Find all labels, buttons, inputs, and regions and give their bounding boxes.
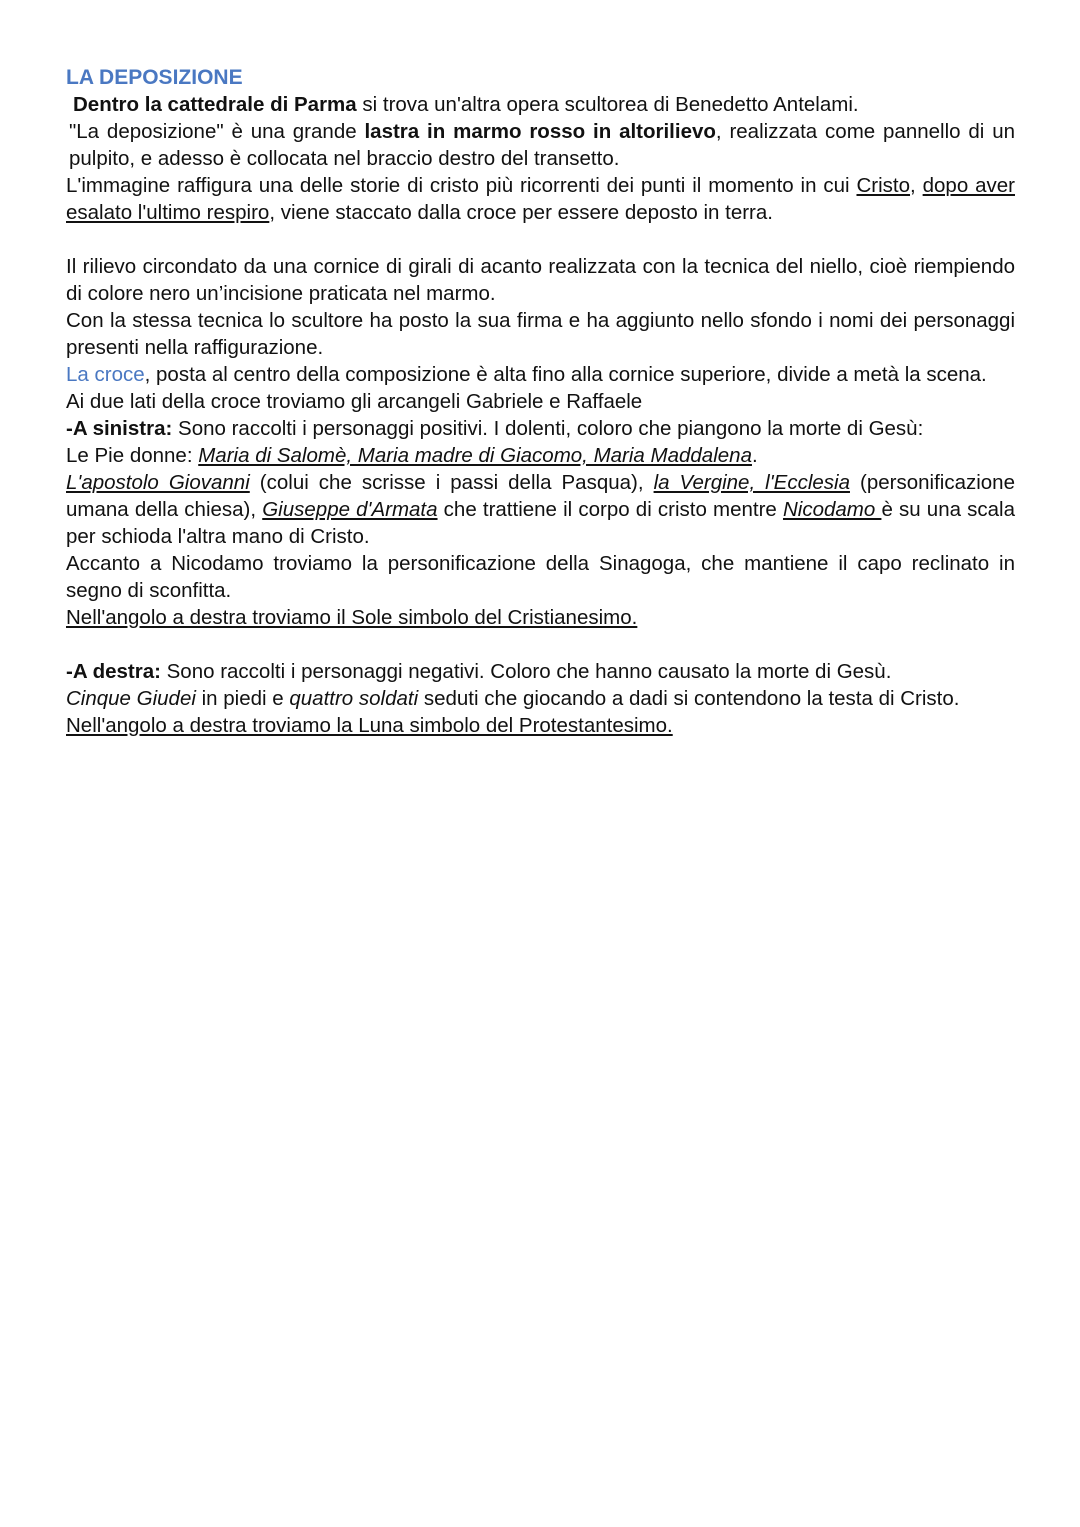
paragraph-moon: Nell'angolo a destra troviamo la Luna simbolo del Protestantesimo. [66,714,673,737]
paragraph-pious-women: Le Pie donne: Maria di Salomè, Maria madre di Giacomo, Maria Maddalena. [66,444,758,467]
paragraph-soldiers: Cinque Giudei in piedi e quattro soldati seduti che giocando a dadi si contendono la testa di Cristo. [66,687,960,710]
italic-underlined-phrase: Giuseppe d'Armata [262,498,438,521]
paragraph-sun: Nell'angolo a destra troviamo il Sole simbolo del Cristianesimo. [66,606,638,629]
underlined-phrase: dopo aver esalato l'ultimo respiro [66,174,1015,224]
paragraph-figures: L'apostolo Giovanni (colui che scrisse i passi della Pasqua), la Vergine, l'Ecclesia (personificazione umana della chiesa), Giuseppe d'Armata che trattiene il corpo di cristo mentre Nicodamo è su una scala per schioda l'altra mano di Cristo. [66,471,1015,548]
italic-underlined-phrase: Maria di Salomè, Maria madre di Giacomo, Maria Maddalena [198,444,752,467]
paragraph-archangels: Ai due lati della croce troviamo gli arcangeli Gabriele e Raffaele [66,390,643,413]
underlined-phrase: Cristo [856,174,911,197]
paragraph-subject: L'immagine raffigura una delle storie di cristo più ricorrenti dei punti il momento in cui Cristo, dopo aver esalato l'ultimo respiro, viene staccato dalla croce per essere deposto in terra. [66,174,1015,224]
bold-phrase: Dentro la cattedrale di Parma [73,93,357,116]
italic-underlined-phrase: L'apostolo Giovanni [66,471,250,494]
bold-phrase: -A sinistra: [66,417,173,440]
bold-phrase: -A destra: [66,660,161,683]
paragraph-cross: La croce, posta al centro della composizione è alta fino alla cornice superiore, divide a metà la scena. [66,363,987,386]
highlighted-phrase: La croce [66,363,145,386]
paragraph-left-side: -A sinistra: Sono raccolti i personaggi positivi. I dolenti, coloro che piangono la morte di Gesù: [66,417,924,440]
italic-phrase: Cinque Giudei [66,687,196,710]
italic-underlined-phrase: la Vergine, l'Ecclesia [653,471,850,494]
document-title: LA DEPOSIZIONE [66,66,243,89]
bold-phrase: lastra in marmo rosso in altorilievo [364,120,716,143]
italic-underlined-phrase: Nicodamo [782,498,882,521]
paragraph-right-side: -A destra: Sono raccolti i personaggi negativi. Coloro che hanno causato la morte di Gesù. [66,660,892,683]
spacer [66,631,1015,658]
paragraph-signature: Con la stessa tecnica lo scultore ha posto la sua firma e ha aggiunto nello sfondo i nomi dei personaggi presenti nella raffigurazione. [66,309,1015,359]
paragraph-synagogue: Accanto a Nicodamo troviamo la personificazione della Sinagoga, che mantiene il capo reclinato in segno di sconfitta. [66,552,1015,602]
spacer [66,226,1015,253]
document-page [66,64,1015,739]
italic-phrase: quattro soldati [289,687,419,710]
paragraph-intro: Dentro la cattedrale di Parma si trova un'altra opera scultorea di Benedetto Antelami. [73,93,859,116]
paragraph-material: "La deposizione" è una grande lastra in marmo rosso in altorilievo, realizzata come pannello di un pulpito, e adesso è collocata nel braccio destro del transetto. [69,120,1015,170]
paragraph-frame: Il rilievo circondato da una cornice di girali di acanto realizzata con la tecnica del niello, cioè riempiendo di colore nero un’incisione praticata nel marmo. [66,255,1015,305]
